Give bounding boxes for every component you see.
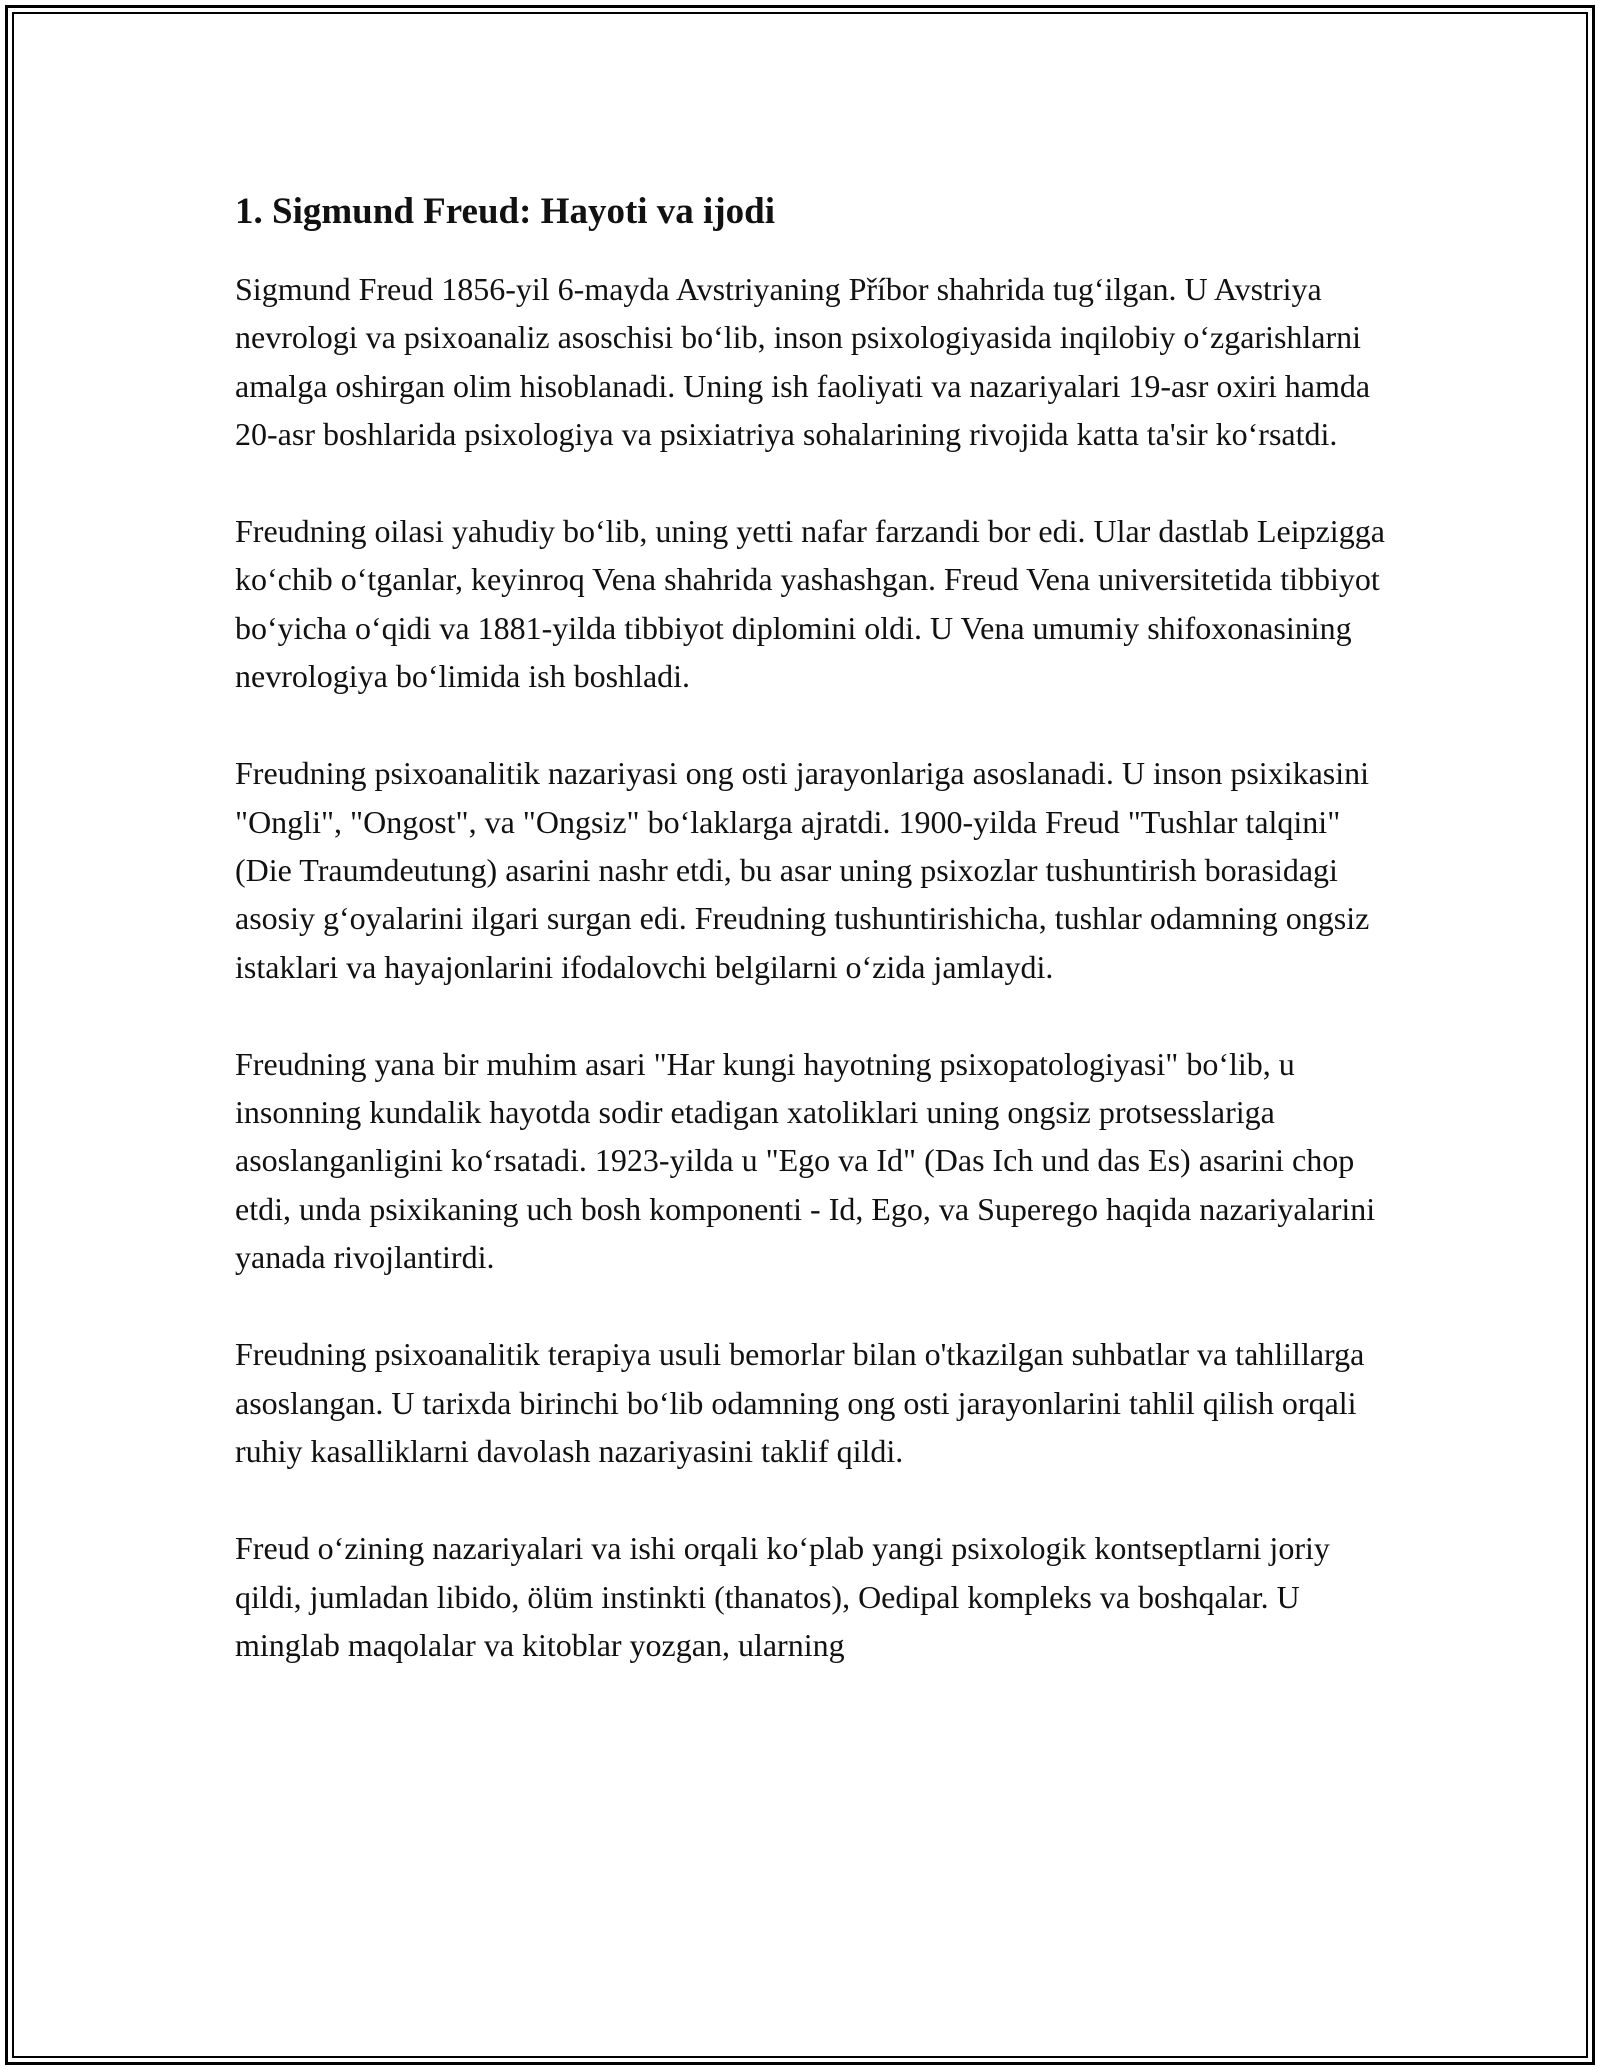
- paragraph-concepts: Freud o‘zining nazariyalari va ishi orqali ko‘plab yangi psixologik kontseptlarni joriy qildi, jumladan libido, ölüm instinkti (thanatos), Oedipal kompleks va boshqalar. U minglab maqolalar va kitoblar yozgan, ularning: [235, 1530, 1330, 1663]
- paragraph-psychopathology: Freudning yana bir muhim asari "Har kungi hayotning psixopatologiyasi" bo‘lib, u insonning kundalik hayotda sodir etadigan xatoliklari uning ongsiz protsesslariga asoslanganligini ko‘rsatadi. 1923-yilda u "Ego va Id" (Das Ich und das Es) asarini chop etdi, unda psixikaning uch bosh komponenti - Id, Ego, va Superego haqida nazariyalarini yanada rivojlantirdi.: [235, 1045, 1376, 1276]
- paragraph-therapy: Freudning psixoanalitik terapiya usuli bemorlar bilan o'tkazilgan suhbatlar va tahlillarga asoslangan. U tarixda birinchi bo‘lib odamning ong osti jarayonlarini tahlil qilish orqali ruhiy kasalliklarni davolash nazariyasini taklif qildi.: [235, 1336, 1365, 1469]
- paragraph-family: Freudning oilasi yahudiy bo‘lib, uning yetti nafar farzandi bor edi. Ular dastlab Leipzigga ko‘chib o‘tganlar, keyinroq Vena shahrida yashashgan. Freud Vena universitetida tibbiyot bo‘yicha o‘qidi va 1881-yilda tibbiyot diplomini oldi. U Vena umumiy shifoxonasining nevrologiya bo‘limida ish boshladi.: [235, 513, 1385, 695]
- paragraph-psychoanalytic-theory: Freudning psixoanalitik nazariyasi ong osti jarayonlariga asoslanadi. U inson psixikasini "Ongli", "Ongost", va "Ongsiz" bo‘laklarga ajratdi. 1900-yilda Freud "Tushlar talqini" (Die Traumdeutung) asarini nashr etdi, bu asar uning psixozlar tushuntirish borasidagi asosiy g‘oyalarini ilgari surgan edi. Freudning tushuntirishicha, tushlar odamning ongsiz istaklari va hayajonlarini ifodalovchi belgilarni o‘zida jamlaydi.: [235, 755, 1370, 985]
- section-heading: 1. Sigmund Freud: Hayoti va ijodi: [235, 191, 776, 232]
- document-body: [235, 186, 1385, 1669]
- paragraph-birth: Sigmund Freud 1856-yil 6-mayda Avstriyaning Příbor shahrida tug‘ilgan. U Avstriya nevrologi va psixoanaliz asoschisi bo‘lib, inson psixologiyasida inqilobiy o‘zgarishlarni amalga oshirgan olim hisoblanadi. Uning ish faoliyati va nazariyalari 19-asr oxiri hamda 20-asr boshlarida psixologiya va psixiatriya sohalarining rivojida katta ta'sir ko‘rsatdi.: [235, 271, 1371, 452]
